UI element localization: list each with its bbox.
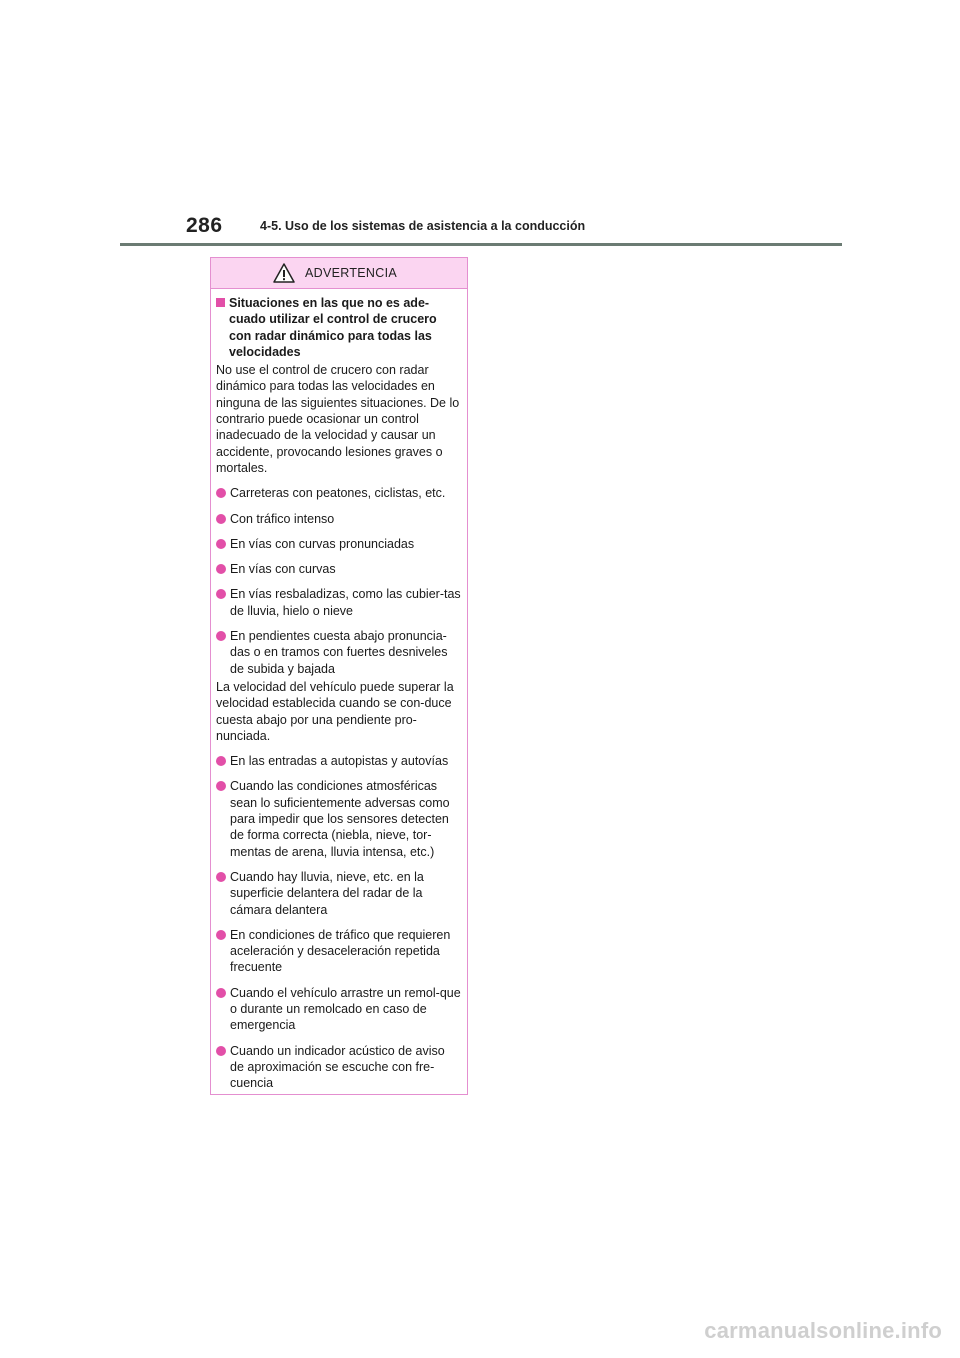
list-item-text: En las entradas a autopistas y autovías: [230, 754, 449, 769]
bullet-dot-icon: [216, 539, 226, 549]
warning-note: La velocidad del vehículo puede superar la velocidad establecida cuando se con-duce cuesta abajo por una pendiente pro-nunciada.: [216, 679, 454, 743]
bullet-dot-icon: [216, 872, 226, 882]
list-item: [216, 628, 461, 677]
warning-header: [211, 258, 467, 289]
list-item-text: Cuando las condiciones atmosféricas sean lo suficientemente adversas como para impedir que los sensores detecten de forma correcta (niebla, nieve, tor-mentas de arena, lluvia intensa, etc.): [230, 779, 450, 859]
bullet-dot-icon: [216, 1046, 226, 1056]
warning-intro: No use el control de crucero con radar dinámico para todas las velocidades en ninguna de las siguientes situaciones. De lo contrario puede ocasionar un control inadecuado de la velocidad y causar un accidente, provocando lesiones graves o mortales.: [216, 363, 460, 475]
bullet-dot-icon: [216, 631, 226, 641]
list-item-text: En vías con curvas pronunciadas: [230, 536, 415, 551]
list-item-text: Cuando hay lluvia, nieve, etc. en la superficie delantera del radar de la cámara delantera: [230, 869, 424, 917]
list-item: [216, 511, 461, 527]
bullet-dot-icon: [216, 564, 226, 574]
list-item-text: En pendientes cuesta abajo pronuncia-das o en tramos con fuertes desniveles de subida y bajada: [230, 629, 448, 676]
list-item: [216, 561, 461, 577]
bullet-list: [216, 753, 461, 1091]
list-item-text: En vías resbaladizas, como las cubier-tas de lluvia, hielo o nieve: [230, 587, 461, 618]
list-item: [216, 753, 461, 769]
warning-heading: Situaciones en las que no es ade-cuado utilizar el control de crucero con radar dinámico para todas las velocidades: [229, 296, 437, 359]
warning-heading-row: [216, 295, 461, 360]
warning-label: ADVERTENCIA: [305, 266, 397, 280]
watermark: carmanualsonline.info: [704, 1318, 942, 1343]
list-item: [216, 985, 461, 1034]
bullet-dot-icon: [216, 930, 226, 940]
square-bullet-icon: [216, 298, 225, 307]
list-item: [216, 778, 461, 859]
bullet-list: [216, 485, 461, 677]
bullet-dot-icon: [216, 514, 226, 524]
list-item-text: Cuando un indicador acústico de aviso de aproximación se escuche con fre-cuencia: [230, 1043, 445, 1091]
list-item: [216, 1043, 461, 1092]
list-item: [216, 869, 461, 918]
section-title: 4-5. Uso de los sistemas de asistencia a la conducción: [260, 219, 586, 233]
bullet-dot-icon: [216, 756, 226, 766]
bullet-dot-icon: [216, 988, 226, 998]
warning-triangle-icon: [273, 263, 295, 283]
list-item: [216, 927, 461, 976]
list-item-text: En vías con curvas: [230, 562, 336, 577]
warning-content: [211, 289, 467, 1091]
bullet-dot-icon: [216, 488, 226, 498]
list-item-text: Cuando el vehículo arrastre un remol-que o durante un remolcado en caso de emergencia: [230, 985, 461, 1033]
bullet-dot-icon: [216, 781, 226, 791]
list-item: [216, 586, 461, 619]
list-item-text: Con tráfico intenso: [230, 511, 335, 526]
header-rule: [120, 243, 842, 246]
list-item-text: En condiciones de tráfico que requieren aceleración y desaceleración repetida frecuente: [230, 927, 451, 975]
list-item: [216, 485, 461, 501]
bullet-dot-icon: [216, 589, 226, 599]
list-item: [216, 536, 461, 552]
page-number: 286: [186, 214, 223, 237]
warning-box: [210, 257, 468, 1095]
list-item-text: Carreteras con peatones, ciclistas, etc.: [230, 486, 446, 501]
